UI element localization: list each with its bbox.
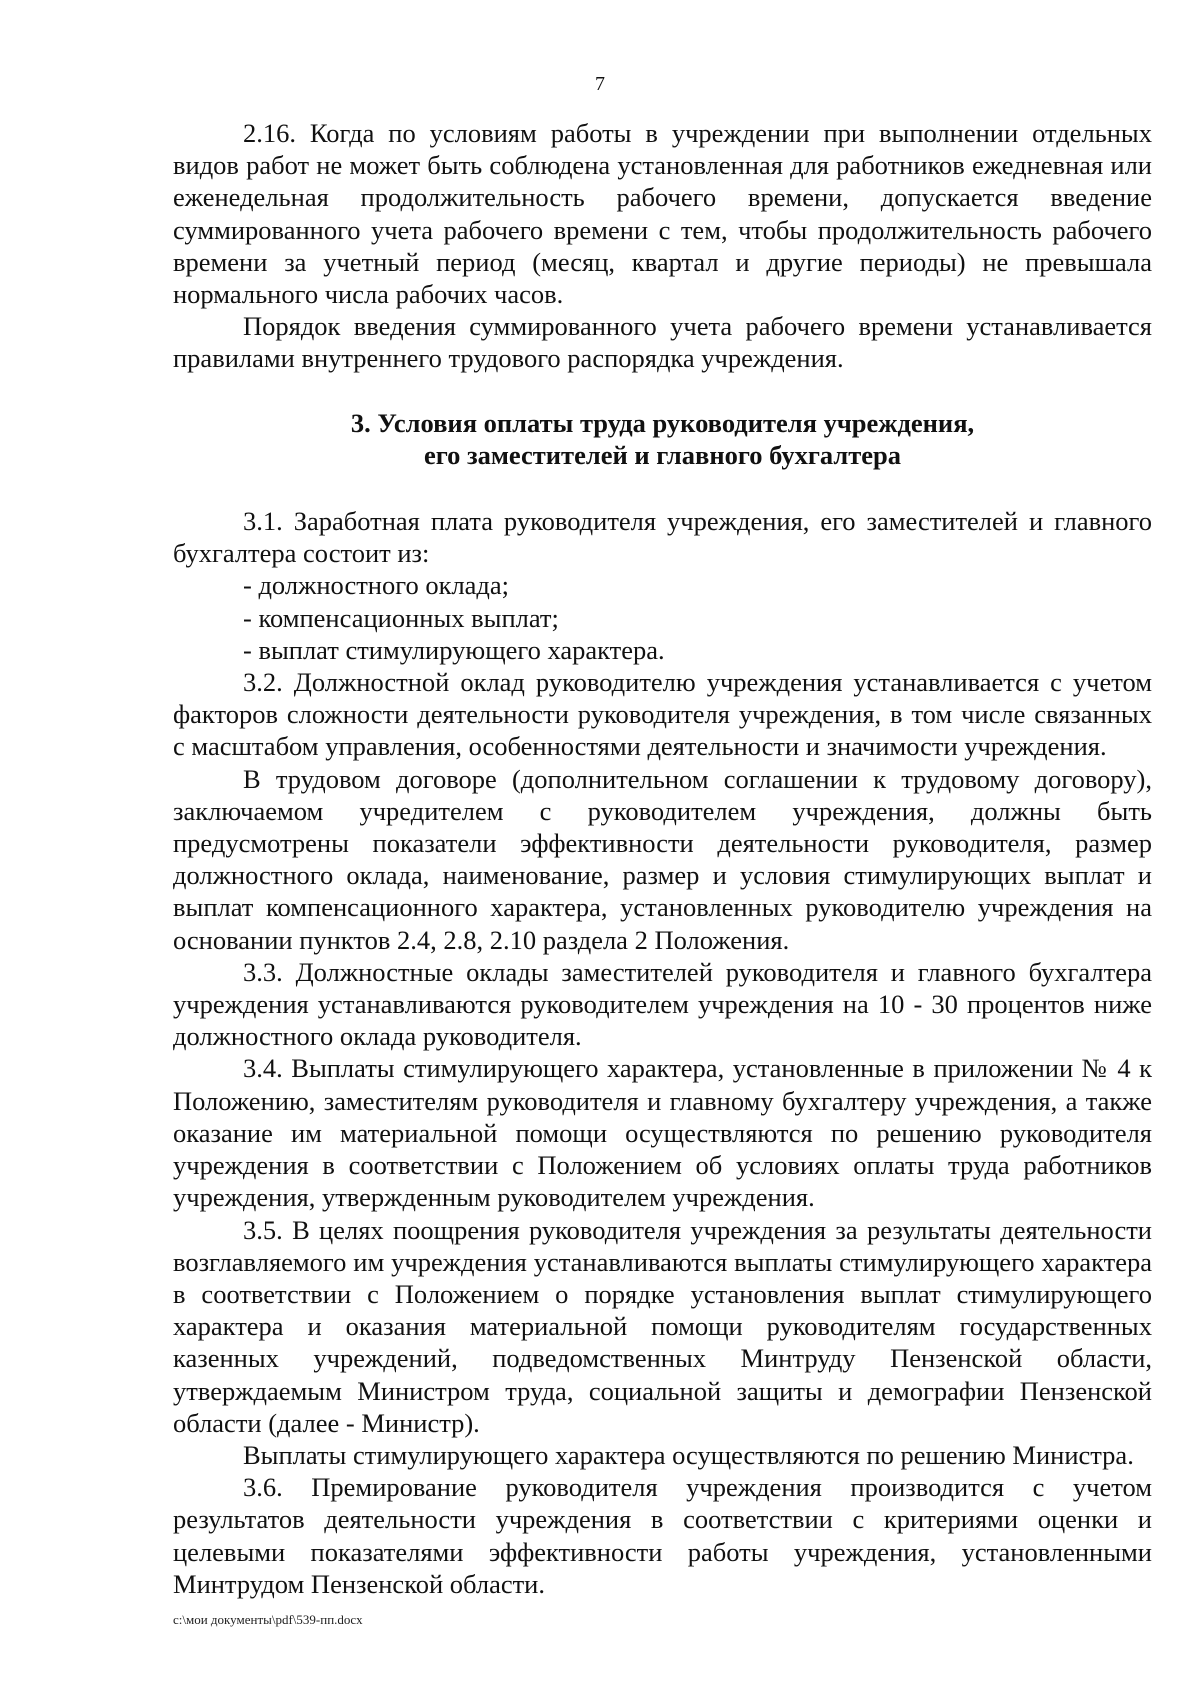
paragraph-3-6: 3.6. Премирование руководителя учреждения производится с учетом результатов деятельности учреждения в соответствии с критериями оценки и целевыми показателями эффективности работы учреждения, установленными Минтрудом Пензенской области. xyxy=(173,1472,1152,1599)
list-item: - компенсационных выплат; xyxy=(243,602,559,633)
section-3-heading-line-2: его заместителей и главного бухгалтера xyxy=(423,439,902,470)
paragraph-3-2-contract: В трудовом договоре (дополнительном соглашении к трудовому договору), заключаемом учредителем с руководителем учреждения, должны быть предусмотрены показатели эффективности деятельности руководителя, размер должностного оклада, наименование, размер и условия стимулирующих выплат и выплат компенсационного характера, установленных руководителю учреждения на основании пунктов 2.4, 2.8, 2.10 раздела 2 Положения. xyxy=(173,763,1152,955)
paragraph-3-5: 3.5. В целях поощрения руководителя учреждения за результаты деятельности возглавляемого им учреждения устанавливаются выплаты стимулирующего характера в соответствии с Положением о порядке установления выплат стимулирующего характера и оказания материальной помощи руководителям государственных казенных учреждений, подведомственных Минтруду Пензенской области, утверждаемым Министром труда, социальной защиты и демографии Пензенской области (далее - Министр). xyxy=(173,1214,1152,1438)
document-body xyxy=(173,117,1152,1600)
paragraph-3-5-decision: Выплаты стимулирующего характера осуществляются по решению Министра. xyxy=(243,1439,1134,1470)
paragraph-2-16-order: Порядок введения суммированного учета рабочего времени устанавливается правилами внутреннего трудового распорядка учреждения. xyxy=(173,311,1152,374)
page-number: 7 xyxy=(595,73,605,95)
paragraph-3-3: 3.3. Должностные оклады заместителей руководителя и главного бухгалтера учреждения устанавливаются руководителем учреждения на 10 - 30 процентов ниже должностного оклада руководителя. xyxy=(173,956,1152,1052)
paragraph-3-4: 3.4. Выплаты стимулирующего характера, установленные в приложении № 4 к Положению, заместителям руководителя и главному бухгалтеру учреждения, а также оказание им материальной помощи осуществляются по решению руководителя учреждения в соответствии с Положением об условиях оплаты труда работников учреждения, утвержденным руководителем учреждения. xyxy=(173,1053,1152,1213)
paragraph-2-16: 2.16. Когда по условиям работы в учреждении при выполнении отдельных видов работ не может быть соблюдена установленная для работников ежедневная или еженедельная продолжительность рабочего времени, допускается введение суммированного учета рабочего времени с тем, чтобы продолжительность рабочего времени за учетный период (месяц, квартал и другие периоды) не превышала нормального числа рабочих часов. xyxy=(173,118,1152,310)
section-3-heading-line-1: 3. Условия оплаты труда руководителя учреждения, xyxy=(350,407,975,438)
footer-file-path: c:\мои документы\pdf\539-пп.docx xyxy=(173,1612,363,1627)
paragraph-3-2: 3.2. Должностной оклад руководителю учреждения устанавливается с учетом факторов сложности деятельности руководителя учреждения, в том числе связанных с масштабом управления, особенностями деятельности и значимости учреждения. xyxy=(173,667,1152,762)
salary-components-list xyxy=(173,569,1152,666)
paragraph-3-1: 3.1. Заработная плата руководителя учреждения, его заместителей и главного бухгалтера состоит из: xyxy=(173,506,1152,569)
list-item: - выплат стимулирующего характера. xyxy=(243,634,665,665)
section-3-heading xyxy=(173,407,1152,471)
list-item: - должностного оклада; xyxy=(243,570,510,601)
